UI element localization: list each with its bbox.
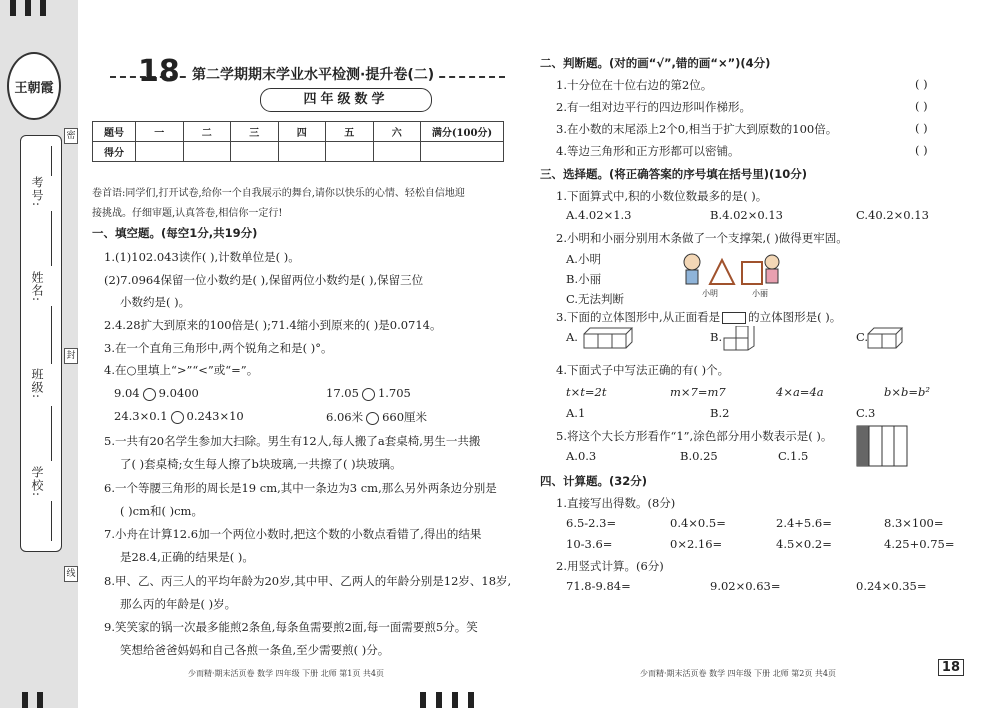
cube-shape-b bbox=[722, 326, 772, 356]
compare-circle[interactable] bbox=[366, 412, 379, 425]
score-cell: 一 bbox=[136, 122, 184, 142]
score-input-cell[interactable] bbox=[231, 142, 279, 162]
compare-right: 0.243×10 bbox=[186, 409, 244, 423]
question-line: 2.小明和小丽分别用木条做了一个支撑架,( )做得更牢固。 bbox=[556, 231, 848, 245]
option: C.无法判断 bbox=[566, 292, 625, 306]
option: B. bbox=[710, 330, 723, 344]
intro-line: 卷首语:同学们,打开试卷,给你一个自我展示的舞台,请你以快乐的心情、轻松自信地迎 bbox=[92, 188, 465, 199]
score-cell: 六 bbox=[373, 122, 421, 142]
score-cell: 五 bbox=[326, 122, 374, 142]
judge-item: 1.十分位在十位右边的第2位。 bbox=[556, 78, 713, 92]
cube-shape-c bbox=[866, 326, 916, 352]
calc-item: 4.25+0.75= bbox=[884, 537, 955, 551]
question-line: 了( )套桌椅;女生每人擦了b块玻璃,一共擦了( )块玻璃。 bbox=[120, 457, 402, 471]
seal-mark: 线 bbox=[64, 566, 78, 582]
logo-text: 王朝霞 bbox=[14, 80, 54, 96]
question-text: 的立体图形是( )。 bbox=[748, 310, 842, 324]
front-view-icon bbox=[722, 312, 746, 324]
shaded-rectangle-figure bbox=[856, 425, 908, 467]
score-cell: 四 bbox=[278, 122, 326, 142]
seal-mark: 密 bbox=[64, 128, 78, 144]
score-cell: 二 bbox=[183, 122, 231, 142]
question-line: 那么丙的年龄是( )岁。 bbox=[120, 597, 237, 611]
compare-left: 9.04 bbox=[114, 386, 140, 400]
compare-row bbox=[114, 409, 244, 424]
calc-item: 0.4×0.5= bbox=[670, 516, 726, 530]
question-text: 3.下面的立体图形中,从正面看是 bbox=[556, 310, 721, 324]
judge-item: 2.有一组对边平行的四边形叫作梯形。 bbox=[556, 100, 751, 114]
option: B.2 bbox=[710, 406, 730, 420]
compare-row bbox=[326, 409, 427, 425]
question-line: 5.一共有20名学生参加大扫除。男生有12人,每人搬了a套桌椅,男生一共搬 bbox=[104, 434, 481, 448]
seal-mark: 封 bbox=[64, 348, 78, 364]
question-line: 9.笑笑家的锅一次最多能煎2条鱼,每条鱼需要煎2面,每一面需要煎5分。笑 bbox=[104, 620, 478, 634]
question-line: 是28.4,正确的结果是( )。 bbox=[120, 550, 254, 564]
option: A.0.3 bbox=[566, 449, 597, 463]
question-line bbox=[556, 309, 841, 325]
question-line: 3.在一个直角三角形中,两个锐角之和是( )°。 bbox=[104, 341, 333, 355]
judge-item: 4.等边三角形和正方形都可以密铺。 bbox=[556, 144, 740, 158]
option: A.小明 bbox=[566, 252, 601, 266]
intro-line: 接挑战。仔细审题,认真答卷,相信你一定行! bbox=[92, 208, 283, 219]
question-line: 1.下面算式中,积的小数位数最多的是( )。 bbox=[556, 189, 768, 203]
exam-title-block bbox=[100, 54, 510, 107]
section-heading-fill: 一、填空题。(每空1分,共19分) bbox=[92, 226, 258, 240]
compare-right: 9.0400 bbox=[158, 386, 199, 400]
compare-circle[interactable] bbox=[362, 388, 375, 401]
exam-title: 第二学期期末学业水平检测·提升卷(二) bbox=[188, 64, 438, 84]
answer-paren[interactable]: ( ) bbox=[915, 99, 928, 113]
registration-marks-middle bbox=[420, 692, 484, 708]
compare-left: 17.05 bbox=[326, 386, 359, 400]
field-id: 考号: bbox=[30, 176, 44, 208]
option: A.4.02×1.3 bbox=[566, 208, 632, 222]
answer-paren[interactable]: ( ) bbox=[915, 121, 928, 135]
calc-item: 10-3.6= bbox=[566, 537, 613, 551]
question-line: 4.下面式子中写法正确的有( )个。 bbox=[556, 363, 730, 377]
calc-item: 8.3×100= bbox=[884, 516, 944, 530]
expression: m×7=m7 bbox=[670, 385, 726, 399]
judge-item: 3.在小数的末尾添上2个0,相当于扩大到原数的100倍。 bbox=[556, 122, 838, 136]
option: C. bbox=[856, 330, 869, 344]
score-input-cell[interactable] bbox=[421, 142, 504, 162]
compare-circle[interactable] bbox=[143, 388, 156, 401]
question-line: 5.将这个大长方形看作“1”,涂色部分用小数表示是( )。 bbox=[556, 429, 833, 443]
figure-label: 小明 bbox=[702, 289, 718, 298]
question-line: 2.4.28扩大到原来的100倍是( );71.4缩小到原来的( )是0.0714。 bbox=[104, 318, 442, 332]
expression: 4×a=4a bbox=[776, 385, 824, 399]
field-name: 姓名: bbox=[30, 271, 44, 303]
score-cell: 得分 bbox=[93, 142, 136, 162]
compare-circle[interactable] bbox=[171, 411, 184, 424]
option: A.1 bbox=[566, 406, 586, 420]
score-input-cell[interactable] bbox=[373, 142, 421, 162]
score-table bbox=[92, 121, 504, 162]
field-school: 学校: bbox=[30, 466, 44, 498]
section-heading-judge: 二、判断题。(对的画“√”,错的画“×”)(4分) bbox=[540, 56, 771, 70]
calc-item: 4.5×0.2= bbox=[776, 537, 832, 551]
option: B.小丽 bbox=[566, 272, 602, 286]
option: B.4.02×0.13 bbox=[710, 208, 783, 222]
question-line: 1.(1)102.043读作( ),计数单位是( )。 bbox=[104, 250, 300, 264]
compare-right: 660厘米 bbox=[382, 410, 428, 424]
question-line: 笑想给爸爸妈妈和自己各煎一条鱼,至少需要煎( )分。 bbox=[120, 643, 390, 657]
section-heading-calc: 四、计算题。(32分) bbox=[540, 474, 648, 488]
compare-row bbox=[326, 386, 411, 401]
calc-item: 0.24×0.35= bbox=[856, 579, 927, 593]
expression: t×t=2t bbox=[566, 385, 607, 399]
question-line: 1.直接写出得数。(8分) bbox=[556, 496, 676, 510]
section-heading-choice: 三、选择题。(将正确答案的序号填在括号里)(10分) bbox=[540, 167, 808, 181]
score-cell: 满分(100分) bbox=[421, 122, 504, 142]
compare-left: 24.3×0.1 bbox=[114, 409, 168, 423]
question-line: 小数约是( )。 bbox=[120, 295, 191, 309]
question-line: (2)7.0964保留一位小数约是( ),保留两位小数约是( ),保留三位 bbox=[104, 273, 424, 287]
registration-marks-bottom bbox=[22, 692, 52, 708]
calc-item: 2.4+5.6= bbox=[776, 516, 832, 530]
expression: b×b=b² bbox=[884, 385, 930, 399]
score-cell: 题号 bbox=[93, 122, 136, 142]
calc-item: 0×2.16= bbox=[670, 537, 723, 551]
footer-right: 少而精·期末活页卷 数学 四年级 下册 北师 第2页 共4页 bbox=[640, 669, 836, 678]
exam-number: 18 bbox=[138, 54, 180, 89]
question-line: 7.小舟在计算12.6加一个两位小数时,把这个数的小数点看错了,得出的结果 bbox=[104, 527, 482, 541]
option: B.0.25 bbox=[680, 449, 718, 463]
option: C.40.2×0.13 bbox=[856, 208, 929, 222]
answer-paren[interactable]: ( ) bbox=[915, 143, 928, 157]
score-input-cell[interactable] bbox=[278, 142, 326, 162]
figure-label: 小丽 bbox=[752, 289, 768, 298]
score-cell: 三 bbox=[231, 122, 279, 142]
compare-right: 1.705 bbox=[377, 386, 411, 400]
question-line: ( )cm和( )cm。 bbox=[120, 504, 203, 518]
question-line: 6.一个等腰三角形的周长是19 cm,其中一条边为3 cm,那么另外两条边分别是 bbox=[104, 481, 497, 495]
brand-logo bbox=[7, 52, 61, 120]
option: A. bbox=[566, 330, 578, 344]
option: C.1.5 bbox=[778, 449, 809, 463]
calc-item: 9.02×0.63= bbox=[710, 579, 781, 593]
cube-shape-a bbox=[582, 326, 642, 352]
compare-row bbox=[114, 386, 199, 401]
compare-left: 6.06米 bbox=[326, 410, 364, 424]
question-line: 8.甲、乙、丙三人的平均年龄为20岁,其中甲、乙两人的年龄分别是12岁、18岁, bbox=[104, 574, 512, 588]
answer-paren[interactable]: ( ) bbox=[915, 77, 928, 91]
question-line: 4.在○里填上“>”“<”或“=”。 bbox=[104, 363, 259, 377]
option: C.3 bbox=[856, 406, 876, 420]
question-line: 2.用竖式计算。(6分) bbox=[556, 559, 664, 573]
score-input-cell[interactable] bbox=[183, 142, 231, 162]
registration-marks-top bbox=[10, 0, 70, 16]
field-class: 班级: bbox=[30, 368, 44, 400]
exam-subtitle: 四年级数学 bbox=[260, 88, 432, 112]
calc-item: 6.5-2.3= bbox=[566, 516, 617, 530]
page-badge: 18 bbox=[938, 659, 964, 676]
calc-item: 71.8-9.84= bbox=[566, 579, 631, 593]
score-input-cell[interactable] bbox=[136, 142, 184, 162]
score-input-cell[interactable] bbox=[326, 142, 374, 162]
footer-left: 少而精·期末活页卷 数学 四年级 下册 北师 第1页 共4页 bbox=[188, 669, 384, 678]
student-info-box bbox=[20, 135, 62, 552]
